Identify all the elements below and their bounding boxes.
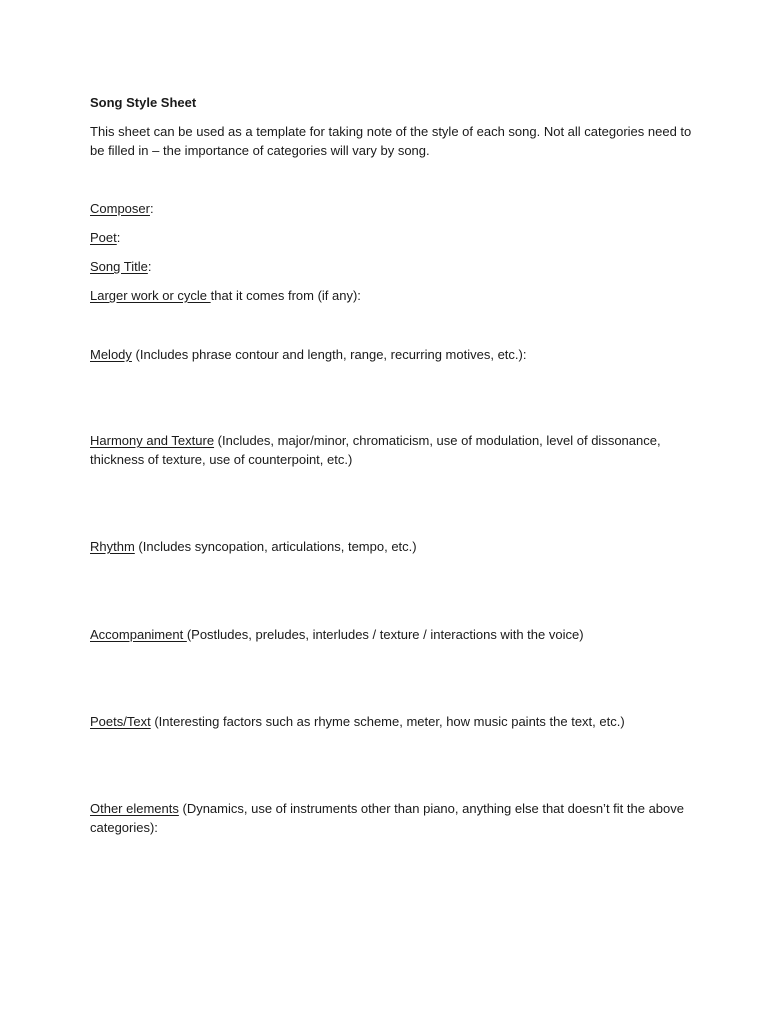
poets-text-label: Poets/Text bbox=[90, 714, 151, 729]
harmony-description-line-2: thickness of texture, use of counterpoint, etc.) bbox=[90, 452, 353, 467]
rhythm-section bbox=[90, 537, 690, 556]
composer-label: Composer bbox=[90, 201, 150, 216]
document-title: Song Style Sheet bbox=[90, 95, 197, 110]
harmony-label: Harmony and Texture bbox=[90, 433, 215, 448]
intro-line-1: This sheet can be used as a template for taking note of the style of each song. Not all categories need to bbox=[90, 124, 692, 139]
poet-suffix: : bbox=[116, 230, 121, 245]
other-elements-section bbox=[90, 799, 690, 818]
song-title-suffix: : bbox=[147, 259, 152, 274]
larger-work-suffix: that it comes from (if any): bbox=[210, 288, 361, 303]
song-title-label: Song Title bbox=[90, 259, 148, 274]
larger-work-label: Larger work or cycle bbox=[90, 288, 211, 303]
harmony-description-line-1: (Includes, major/minor, chromaticism, use of modulation, level of dissonance, bbox=[214, 433, 661, 448]
other-elements-description-line-1: (Dynamics, use of instruments other than piano, anything else that doesn’t fit the above bbox=[178, 801, 684, 816]
composer-field bbox=[90, 199, 690, 218]
rhythm-label: Rhythm bbox=[90, 539, 135, 554]
harmony-section bbox=[90, 431, 690, 450]
poet-field bbox=[90, 228, 690, 247]
accompaniment-label: Accompaniment bbox=[90, 627, 187, 642]
poets-text-section bbox=[90, 712, 690, 731]
melody-section bbox=[90, 345, 690, 364]
accompaniment-section bbox=[90, 625, 690, 644]
larger-work-field bbox=[90, 286, 690, 305]
intro-line-2: be filled in – the importance of categories will vary by song. bbox=[90, 143, 430, 158]
melody-label: Melody bbox=[90, 347, 132, 362]
other-elements-description-line-2: categories): bbox=[90, 820, 158, 835]
rhythm-description: (Includes syncopation, articulations, tempo, etc.) bbox=[134, 539, 417, 554]
melody-description: (Includes phrase contour and length, range, recurring motives, etc.): bbox=[131, 347, 527, 362]
poet-label: Poet bbox=[90, 230, 117, 245]
poets-text-description: (Interesting factors such as rhyme scheme, meter, how music paints the text, etc.) bbox=[150, 714, 625, 729]
composer-suffix: : bbox=[149, 201, 154, 216]
accompaniment-description: (Postludes, preludes, interludes / texture / interactions with the voice) bbox=[186, 627, 584, 642]
other-elements-label: Other elements bbox=[90, 801, 179, 816]
song-title-field bbox=[90, 257, 690, 276]
